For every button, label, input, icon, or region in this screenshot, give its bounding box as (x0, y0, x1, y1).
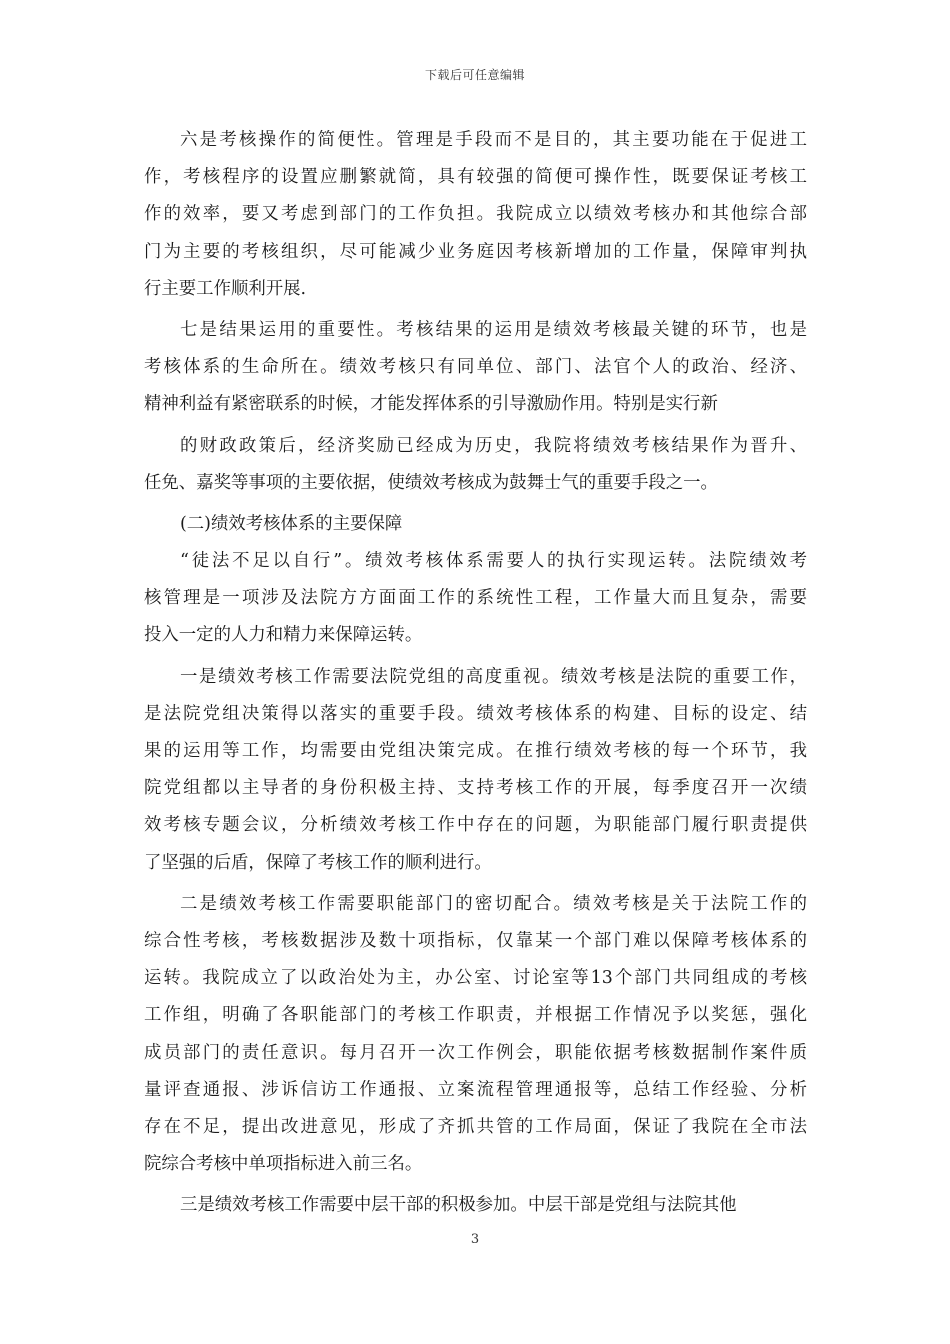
text-line: 考核体系的生命所在。绩效考核只有同单位、部门、法官个人的政治、经济、 (144, 357, 807, 378)
text-line: 七是结果运用的重要性。考核结果的运用是绩效考核最关键的环节，也是 (180, 319, 807, 340)
text-line: 的财政政策后，经济奖励已经成为历史，我院将绩效考核结果作为晋升、 (180, 435, 807, 456)
text-line: 量评查通报、涉诉信访工作通报、立案流程管理通报等，总结工作经验、分析 (144, 1079, 807, 1100)
text-line: 是法院党组决策得以落实的重要手段。绩效考核体系的构建、目标的设定、结 (144, 703, 807, 724)
text-line: 作，考核程序的设置应删繁就简，具有较强的简便可操作性，既要保证考核工 (144, 167, 807, 188)
text-line: 三是绩效考核工作需要中层干部的积极参加。中层干部是党组与法院其他 (180, 1195, 737, 1216)
text-line: 门为主要的考核组织，尽可能减少业务庭因考核新增加的工作量，保障审判执 (144, 241, 807, 262)
text-line: 果的运用等工作，均需要由党组决策完成。在推行绩效考核的每一个环节，我 (144, 741, 807, 761)
text-line: 综合性考核，考核数据涉及数十项指标，仅靠某一个部门难以保障考核体系的 (144, 930, 807, 951)
text-line: 存在不足，提出改进意见，形成了齐抓共管的工作局面，保证了我院在全市法 (144, 1116, 807, 1137)
body-text (144, 122, 807, 1224)
text-line: 运转。我院成立了以政治处为主，办公室、讨论室等13个部门共同组成的考核 (144, 968, 807, 989)
text-line: 二是绩效考核工作需要职能部门的密切配合。绩效考核是关于法院工作的 (180, 893, 807, 914)
text-line: 一是绩效考核工作需要法院党组的高度重视。绩效考核是法院的重要工作， (180, 666, 807, 687)
text-line: 成员部门的责任意识。每月召开一次工作例会，职能依据考核数据制作案件质 (144, 1042, 807, 1063)
text-line: 作的效率，要又考虑到部门的工作负担。我院成立以绩效考核办和其他综合部 (144, 204, 807, 225)
text-line: 工作组，明确了各职能部门的考核工作职责，并根据工作情况予以奖惩，强化 (144, 1005, 807, 1026)
text-line: 核管理是一项涉及法院方方面面工作的系统性工程，工作量大而且复杂，需要 (144, 588, 807, 609)
text-line: 效考核专题会议，分析绩效考核工作中存在的问题，为职能部门履行职责提供 (144, 815, 807, 836)
section-heading: (二)绩效考核体系的主要保障 (180, 513, 403, 534)
text-line: 院综合考核中单项指标进入前三名。 (144, 1154, 423, 1175)
text-line: 了坚强的后盾，保障了考核工作的顺利进行。 (144, 852, 492, 873)
text-line: 投入一定的人力和精力来保障运转。 (144, 625, 423, 646)
page-header: 下载后可任意编辑 (424, 68, 525, 82)
text-line: “徒法不足以自行”。绩效考核体系需要人的执行实现运转。法院绩效考 (180, 551, 807, 572)
text-line: 行主要工作顺利开展. (144, 278, 307, 299)
text-line: 精神利益有紧密联系的时候，才能发挥体系的引导激励作用。特别是实行新 (144, 394, 718, 415)
text-line: 院党组都以主导者的身份积极主持、支持考核工作的开展，每季度召开一次绩 (144, 778, 807, 799)
text-line: 任免、嘉奖等事项的主要依据，使绩效考核成为鼓舞士气的重要手段之一。 (144, 472, 718, 493)
page-number: 3 (470, 1232, 480, 1247)
text-line: 六是考核操作的简便性。管理是手段而不是目的，其主要功能在于促进工 (180, 130, 807, 150)
